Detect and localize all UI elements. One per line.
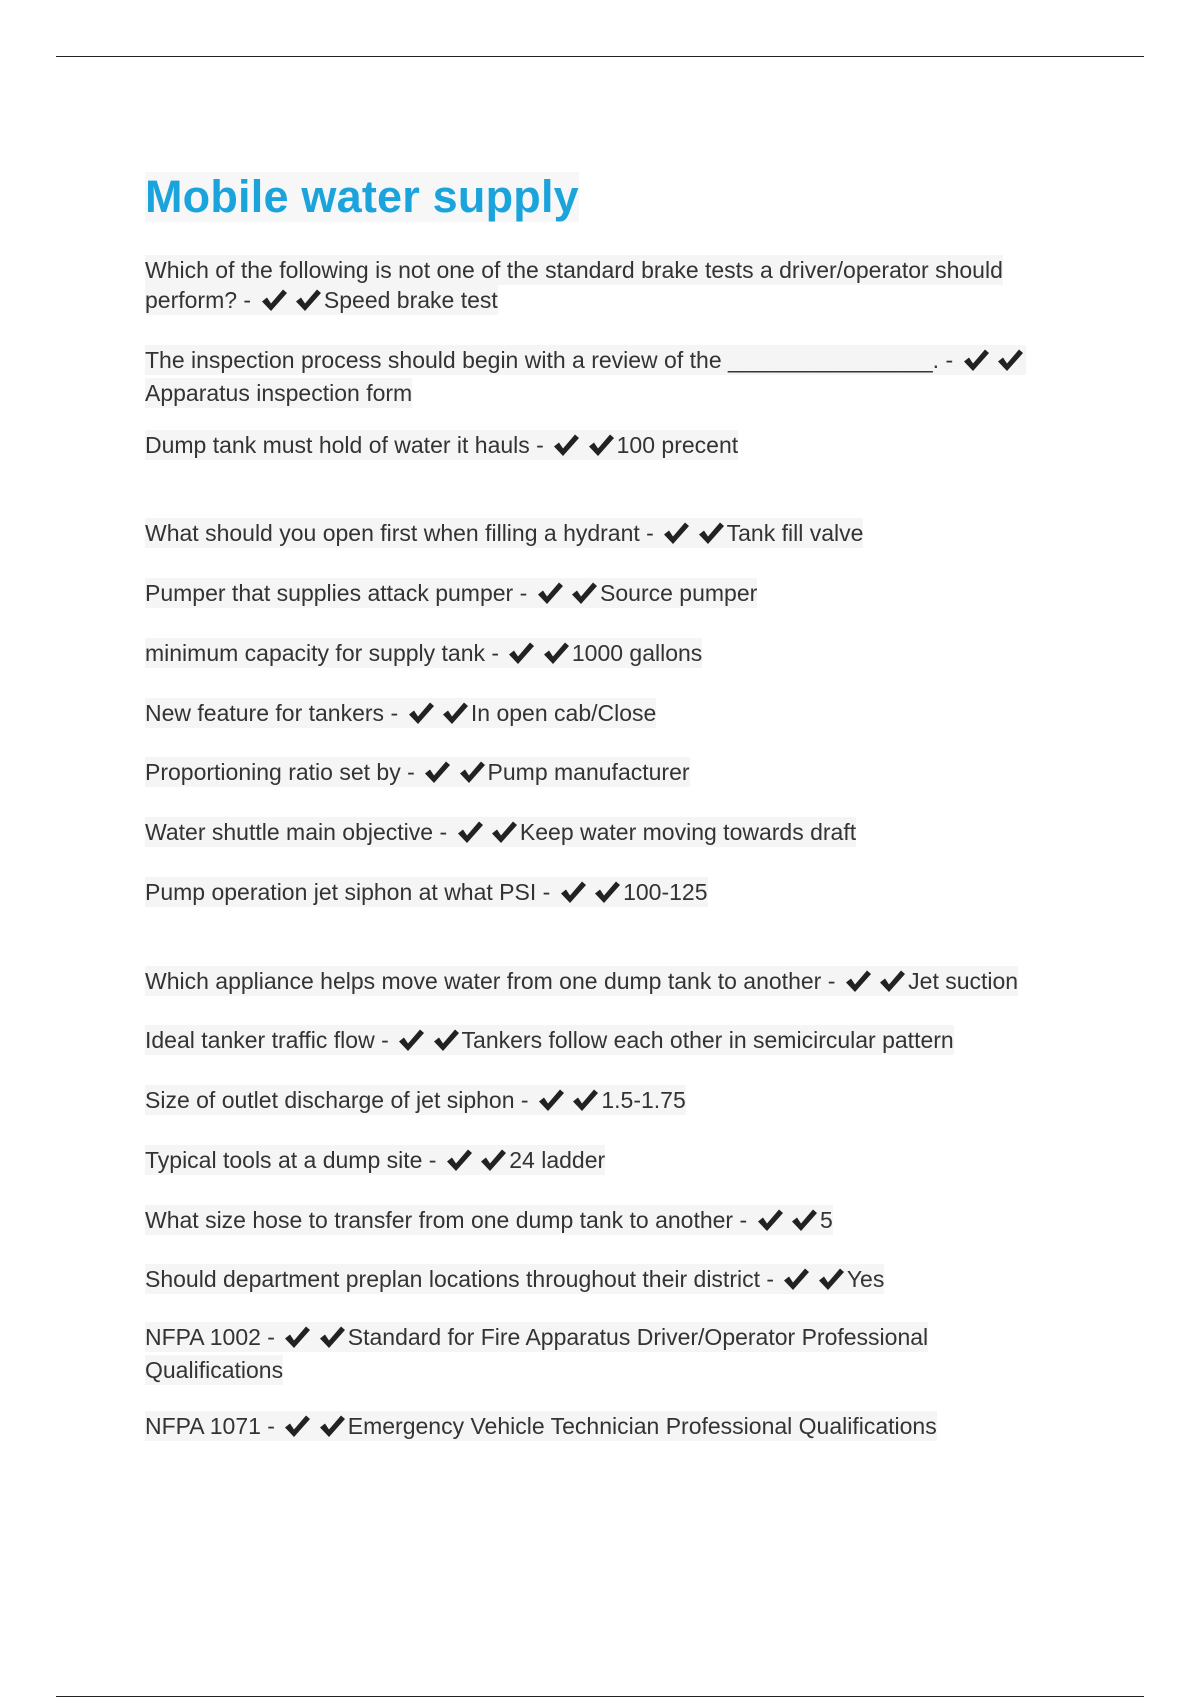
heavy-check-mark-icon xyxy=(507,641,535,665)
heavy-check-mark-icon xyxy=(537,1088,565,1112)
heavy-check-mark-icon xyxy=(294,288,322,312)
separator-text: - xyxy=(513,580,534,606)
heavy-check-mark-icon xyxy=(996,348,1024,372)
qa-item-highlight xyxy=(145,757,690,787)
answer-text: Pump manufacturer xyxy=(487,759,690,785)
qa-item xyxy=(145,757,690,790)
qa-item xyxy=(145,966,1018,999)
qa-item-highlight xyxy=(145,1025,954,1055)
check-marks xyxy=(445,1148,507,1178)
top-rule xyxy=(56,56,1144,57)
heavy-check-mark-icon xyxy=(490,820,518,844)
heavy-check-mark-icon xyxy=(587,433,615,457)
heavy-check-mark-icon xyxy=(456,820,484,844)
question-text: Size of outlet discharge of jet siphon xyxy=(145,1087,515,1113)
question-text: Pump operation jet siphon at what PSI xyxy=(145,879,537,905)
qa-item-highlight xyxy=(145,1264,884,1294)
separator-text: - xyxy=(237,287,258,313)
answer-text: Jet suction xyxy=(908,968,1019,994)
separator-text: - xyxy=(384,700,405,726)
check-marks xyxy=(407,701,469,731)
separator-text: - xyxy=(733,1207,754,1233)
separator-text: - xyxy=(433,819,454,845)
answer-text: Source pumper xyxy=(600,580,758,606)
answer-text: Tank fill valve xyxy=(726,520,864,546)
question-text: Dump tank must hold of water it hauls xyxy=(145,432,530,458)
question-text: minimum capacity for supply tank xyxy=(145,640,486,666)
separator-text: - xyxy=(939,347,960,373)
heavy-check-mark-icon xyxy=(441,701,469,725)
page-title: Mobile water supply xyxy=(145,171,579,222)
separator-text: - xyxy=(400,759,422,785)
answer-text: Speed brake test xyxy=(323,287,498,313)
question-text: Which appliance helps move water from one dump tank to another xyxy=(145,968,822,994)
qa-item-highlight xyxy=(145,698,656,728)
qa-item xyxy=(145,698,656,731)
answer-text: 5 xyxy=(819,1207,833,1233)
question-text: What should you open first when filling a hydrant xyxy=(145,520,640,546)
heavy-check-mark-icon xyxy=(536,581,564,605)
qa-item-highlight xyxy=(145,638,702,668)
qa-item xyxy=(145,1322,1065,1385)
check-marks xyxy=(844,969,906,999)
qa-item-highlight xyxy=(145,518,863,548)
question-text: NFPA 1002 xyxy=(145,1324,261,1350)
check-marks xyxy=(662,521,724,551)
qa-item-highlight xyxy=(145,1205,833,1235)
heavy-check-mark-icon xyxy=(318,1325,346,1349)
heavy-check-mark-icon xyxy=(571,1088,599,1112)
qa-item xyxy=(145,817,856,850)
qa-item xyxy=(145,1205,833,1238)
separator-text: - xyxy=(422,1147,443,1173)
check-marks xyxy=(260,288,322,318)
qa-item-highlight xyxy=(145,345,1026,408)
heavy-check-mark-icon xyxy=(878,969,906,993)
answer-text: Keep water moving towards draft xyxy=(519,819,857,845)
answer-text: 1000 gallons xyxy=(571,640,703,666)
check-marks xyxy=(397,1028,459,1058)
separator-text: - xyxy=(536,879,557,905)
answer-text: Standard for Fire Apparatus Driver/Operator Professional Qualifications xyxy=(145,1324,929,1383)
bottom-rule xyxy=(56,1696,1144,1697)
heavy-check-mark-icon xyxy=(844,969,872,993)
heavy-check-mark-icon xyxy=(593,880,621,904)
heavy-check-mark-icon xyxy=(458,760,486,784)
qa-item xyxy=(145,638,702,671)
check-marks xyxy=(537,1088,599,1118)
separator-text: - xyxy=(514,1087,535,1113)
heavy-check-mark-icon xyxy=(559,880,587,904)
check-marks xyxy=(423,760,485,790)
question-text: Proportioning ratio set by xyxy=(145,759,401,785)
answer-text: Apparatus inspection form xyxy=(145,380,413,406)
answer-text: 100 precent xyxy=(616,432,739,458)
check-marks xyxy=(283,1325,345,1355)
qa-item xyxy=(145,1025,954,1058)
separator-text: - xyxy=(639,520,661,546)
qa-item xyxy=(145,1085,686,1118)
heavy-check-mark-icon xyxy=(790,1208,818,1232)
heavy-check-mark-icon xyxy=(407,701,435,725)
qa-item-highlight xyxy=(145,578,757,608)
check-marks xyxy=(507,641,569,671)
heavy-check-mark-icon xyxy=(479,1148,507,1172)
question-text: The inspection process should begin with a review of the ________________. xyxy=(145,347,940,373)
separator-text: - xyxy=(821,968,842,994)
qa-item-highlight xyxy=(145,1085,686,1115)
heavy-check-mark-icon xyxy=(283,1325,311,1349)
qa-item-highlight xyxy=(145,877,708,907)
answer-text: 100-125 xyxy=(623,879,708,905)
qa-item-highlight xyxy=(145,1145,605,1175)
separator-text: - xyxy=(260,1324,282,1350)
qa-item-highlight xyxy=(145,430,738,460)
check-marks xyxy=(559,880,621,910)
check-marks xyxy=(283,1414,345,1444)
qa-item xyxy=(145,255,1065,318)
answer-text: In open cab/Close xyxy=(470,700,657,726)
qa-item-highlight xyxy=(145,1322,928,1385)
qa-item xyxy=(145,1145,605,1178)
answer-text: Emergency Vehicle Technician Professional Qualifications xyxy=(347,1413,937,1439)
heavy-check-mark-icon xyxy=(817,1267,845,1291)
question-text: What size hose to transfer from one dump tank to another xyxy=(145,1207,734,1233)
check-marks xyxy=(962,348,1024,378)
check-marks xyxy=(536,581,598,611)
qa-item xyxy=(145,877,708,910)
question-text: New feature for tankers xyxy=(145,700,385,726)
qa-item xyxy=(145,578,757,611)
heavy-check-mark-icon xyxy=(432,1028,460,1052)
separator-text: - xyxy=(759,1266,781,1292)
qa-item-highlight xyxy=(145,966,1018,996)
separator-text: - xyxy=(260,1413,282,1439)
qa-item xyxy=(145,430,738,463)
qa-item-highlight xyxy=(145,817,856,847)
heavy-check-mark-icon xyxy=(697,521,725,545)
question-text: Which of the following is not one of the standard brake tests a driver/operator should perform? xyxy=(145,257,1003,313)
question-text: Pumper that supplies attack pumper xyxy=(145,580,514,606)
heavy-check-mark-icon xyxy=(756,1208,784,1232)
check-marks xyxy=(782,1267,844,1297)
separator-text: - xyxy=(529,432,551,458)
heavy-check-mark-icon xyxy=(662,521,690,545)
qa-item xyxy=(145,1411,937,1444)
heavy-check-mark-icon xyxy=(962,348,990,372)
heavy-check-mark-icon xyxy=(542,641,570,665)
question-text: Typical tools at a dump site xyxy=(145,1147,423,1173)
answer-text: Yes xyxy=(846,1266,885,1292)
heavy-check-mark-icon xyxy=(283,1414,311,1438)
check-marks xyxy=(456,820,518,850)
question-text: Ideal tanker traffic flow xyxy=(145,1027,375,1053)
heavy-check-mark-icon xyxy=(423,760,451,784)
qa-item xyxy=(145,518,863,551)
qa-item xyxy=(145,345,1065,408)
heavy-check-mark-icon xyxy=(782,1267,810,1291)
heavy-check-mark-icon xyxy=(445,1148,473,1172)
separator-text: - xyxy=(374,1027,396,1053)
question-text: Should department preplan locations throughout their district xyxy=(145,1266,760,1292)
check-marks xyxy=(552,433,614,463)
heavy-check-mark-icon xyxy=(552,433,580,457)
heavy-check-mark-icon xyxy=(260,288,288,312)
heavy-check-mark-icon xyxy=(318,1414,346,1438)
answer-text: 1.5-1.75 xyxy=(601,1087,686,1113)
separator-text: - xyxy=(485,640,506,666)
qa-item xyxy=(145,1264,884,1297)
question-text: Water shuttle main objective xyxy=(145,819,434,845)
qa-item-highlight xyxy=(145,255,1003,315)
answer-text: Tankers follow each other in semicircular pattern xyxy=(461,1027,954,1053)
heavy-check-mark-icon xyxy=(397,1028,425,1052)
question-text: NFPA 1071 xyxy=(145,1413,261,1439)
check-marks xyxy=(756,1208,818,1238)
qa-item-highlight xyxy=(145,1411,937,1441)
heavy-check-mark-icon xyxy=(570,581,598,605)
answer-text: 24 ladder xyxy=(509,1147,606,1173)
